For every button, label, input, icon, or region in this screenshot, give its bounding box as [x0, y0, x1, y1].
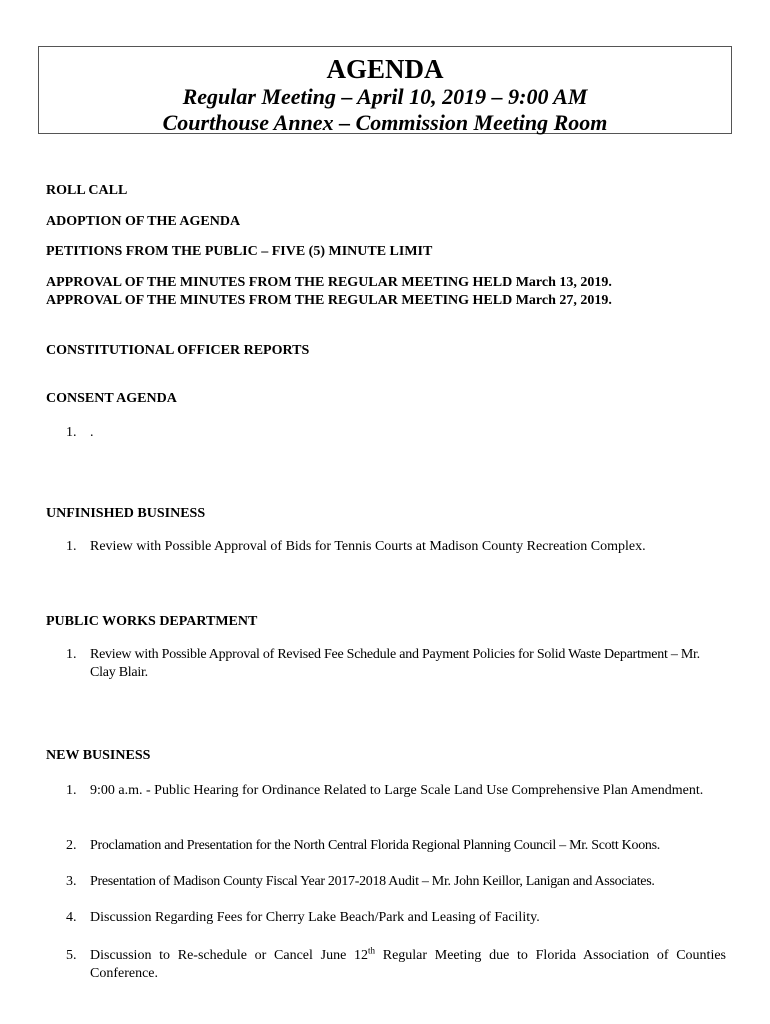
item-text: Presentation of Madison County Fiscal Year 2017-2018 Audit – Mr. John Keillor, Lanigan and Associates. [90, 874, 655, 889]
item-text: Proclamation and Presentation for the North Central Florida Regional Planning Council – Mr. Scott Koons. [90, 838, 660, 853]
minutes-approval-1: APPROVAL OF THE MINUTES FROM THE REGULAR MEETING HELD March 13, 2019. [46, 275, 612, 290]
page-title: AGENDA [326, 54, 444, 84]
item-number: 1. [66, 783, 77, 798]
item-number: 1. [66, 539, 77, 554]
list-item [66, 782, 726, 800]
list-item [66, 873, 726, 891]
item-text: Discussion to Re-schedule or Cancel June 12th Regular Meeting due to Florida Association of Counties Conference. [90, 945, 726, 981]
petitions-heading: PETITIONS FROM THE PUBLIC – FIVE (5) MINUTE LIMIT [46, 244, 433, 259]
item-text: Discussion Regarding Fees for Cherry Lake Beach/Park and Leasing of Facility. [90, 910, 540, 925]
meeting-date-line: Regular Meeting – April 10, 2019 – 9:00 AM [182, 84, 588, 109]
item-number: 1. [66, 425, 77, 440]
item-number: 2. [66, 838, 77, 853]
minutes-approval-2: APPROVAL OF THE MINUTES FROM THE REGULAR MEETING HELD March 27, 2019. [46, 293, 612, 308]
list-item [66, 424, 726, 442]
roll-call-heading: ROLL CALL [46, 183, 128, 198]
constitutional-heading: CONSTITUTIONAL OFFICER REPORTS [46, 343, 310, 358]
list-item [66, 646, 726, 682]
item-number: 4. [66, 910, 77, 925]
agenda-header [38, 46, 732, 134]
unfinished-heading: UNFINISHED BUSINESS [46, 506, 206, 521]
item-text: Review with Possible Approval of Bids for Tennis Courts at Madison County Recreation Complex. [90, 539, 646, 554]
item-number: 3. [66, 874, 77, 889]
item-text: Review with Possible Approval of Revised Fee Schedule and Payment Policies for Solid Waste Department – Mr. Clay Blair. [90, 647, 700, 680]
item-number: 5. [66, 948, 77, 963]
list-item [66, 909, 726, 927]
item-text: 9:00 a.m. - Public Hearing for Ordinance Related to Large Scale Land Use Comprehensive Plan Amendment. [90, 783, 704, 798]
item-text: . [90, 425, 94, 440]
list-item [66, 538, 726, 556]
list-item [66, 837, 726, 855]
meeting-location-line: Courthouse Annex – Commission Meeting Room [162, 110, 608, 135]
public-works-heading: PUBLIC WORKS DEPARTMENT [46, 614, 258, 629]
consent-heading: CONSENT AGENDA [46, 391, 177, 406]
new-business-heading: NEW BUSINESS [46, 748, 151, 763]
adoption-heading: ADOPTION OF THE AGENDA [46, 214, 241, 229]
item-number: 1. [66, 647, 77, 662]
list-item [66, 947, 726, 983]
